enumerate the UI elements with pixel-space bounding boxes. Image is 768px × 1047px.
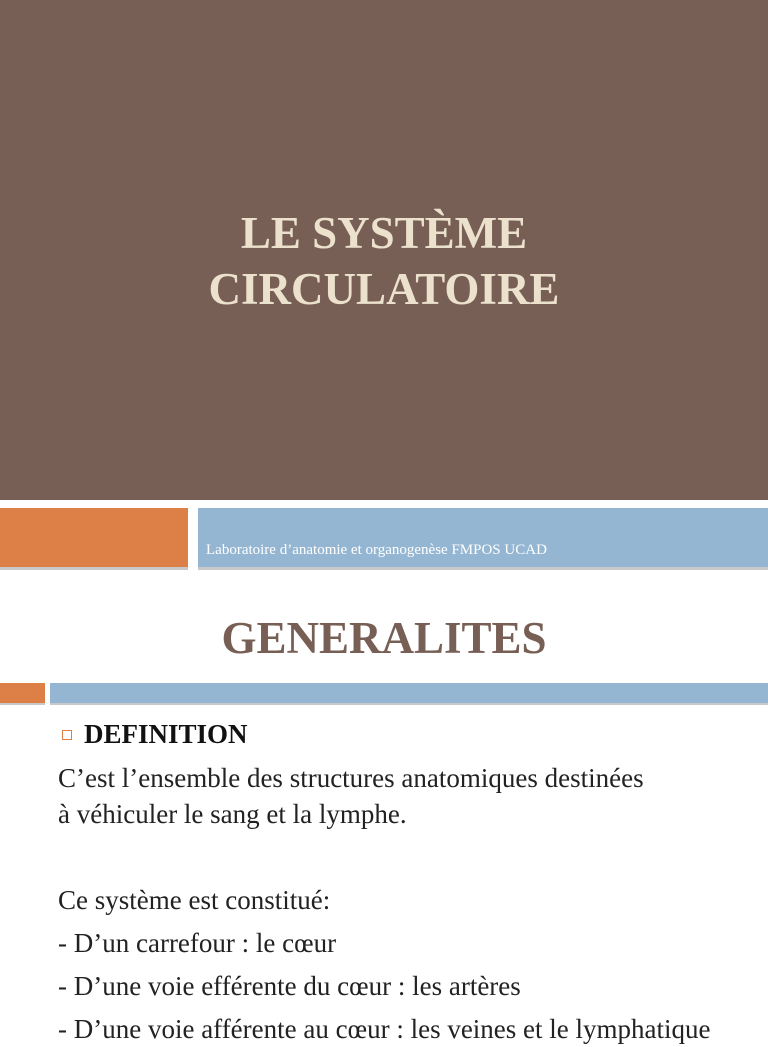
section-title: GENERALITES xyxy=(221,613,547,663)
title-slide-background xyxy=(0,0,768,500)
slide-title xyxy=(0,205,768,317)
definition-line-2: à véhiculer le sang et la lymphe. xyxy=(58,799,407,829)
blue-footer-band xyxy=(198,508,768,570)
constitution-intro: Ce système est constitué: xyxy=(58,885,331,915)
bullet-label: DEFINITION xyxy=(84,719,248,749)
bullet-definition xyxy=(62,716,248,752)
footer-text: Laboratoire d’anatomie et organogenèse FMPOS UCAD xyxy=(206,542,547,558)
list-item-1: - D’un carrefour : le cœur xyxy=(58,928,337,958)
list-item-3: - D’une voie afférente au cœur : les veines et le lymphatique xyxy=(58,1014,711,1044)
list-item-2: - D’une voie efférente du cœur : les artères xyxy=(58,971,521,1001)
square-bullet-icon xyxy=(62,730,72,740)
slide-title-line-2: CIRCULATOIRE xyxy=(208,264,560,314)
blue-divider-band xyxy=(50,683,768,705)
definition-line-1: C’est l’ensemble des structures anatomiques destinées xyxy=(58,763,644,793)
slide-title-line-1: LE SYSTÈME xyxy=(240,208,528,258)
orange-divider-band xyxy=(0,683,45,705)
orange-accent-band xyxy=(0,508,188,570)
